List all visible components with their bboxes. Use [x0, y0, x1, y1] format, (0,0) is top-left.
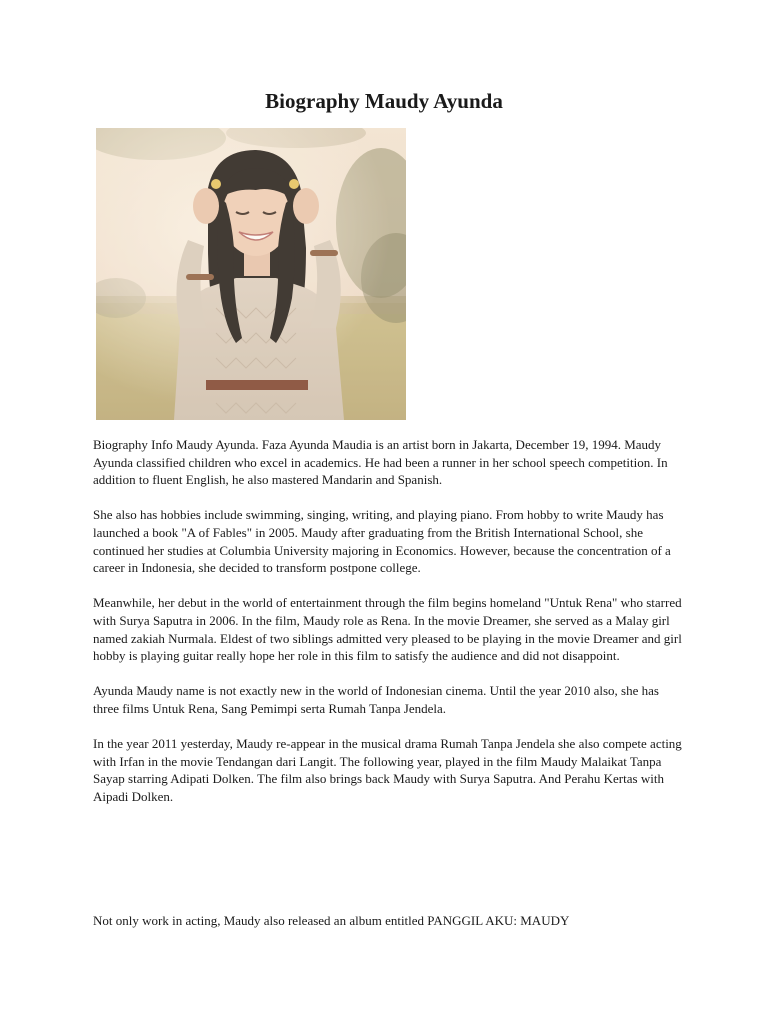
paragraph-2: She also has hobbies include swimming, singing, writing, and playing piano. From hobby to write Maudy has launched a book "A of Fables" in 2005. Maudy after graduating from the British International School, she continued her studies at Columbia University majoring in Economics. However, because the concentration of a career in Indonesia, she decided to transform postpone college.: [93, 507, 671, 576]
paragraph-1: Biography Info Maudy Ayunda. Faza Ayunda Maudia is an artist born in Jakarta, December 19, 1994. Maudy Ayunda classified children who excel in academics. He had been a runner in her school speech competition. In addition to fluent English, he also mastered Mandarin and Spanish.: [93, 437, 668, 488]
paragraph-6: Not only work in acting, Maudy also released an album entitled PANGGIL AKU: MAUDY: [93, 913, 570, 928]
portrait-photo: [96, 128, 406, 420]
paragraph-4: Ayunda Maudy name is not exactly new in the world of Indonesian cinema. Until the year 2010 also, she has three films Untuk Rena, Sang Pemimpi serta Rumah Tanpa Jendela.: [93, 683, 659, 716]
document-title: Biography Maudy Ayunda: [265, 89, 503, 113]
paragraph-3: Meanwhile, her debut in the world of entertainment through the film begins homeland "Untuk Rena" who starred with Surya Saputra in 2006. In the film, Maudy role as Rena. In the movie Dreamer, she served as a Malay girl named zakiah Nurmala. Eldest of two siblings admitted very pleased to be playing in the movie Dreamer and girl hobby is playing guitar really hope her role in this film to satisfy the audience and did not disappoint.: [93, 595, 682, 664]
paragraph-5: In the year 2011 yesterday, Maudy re-appear in the musical drama Rumah Tanpa Jendela she also compete acting with Irfan in the movie Tendangan dari Langit. The following year, played in the film Maudy Malaikat Tanpa Sayap starring Adipati Dolken. The film also brings back Maudy with Surya Saputra. And Perahu Kertas with Aipadi Dolken.: [93, 736, 682, 804]
biography-body: [93, 436, 683, 928]
